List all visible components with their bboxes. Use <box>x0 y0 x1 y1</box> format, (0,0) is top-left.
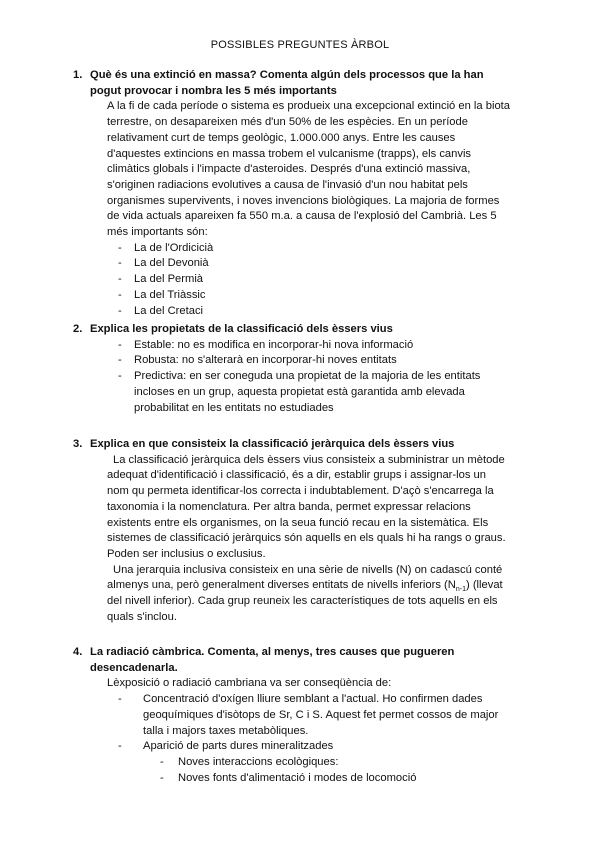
list-item-text: Predictiva: en ser coneguda una propietat de la majoria de les entitats incloses en un grup, aquesta propietat està garantida amb elevada probabilitat en les entitats no estudiades <box>134 370 481 414</box>
list-item <box>144 755 510 771</box>
causes-list <box>104 692 510 755</box>
question-3-title: Explica en que consisteix la classificació jeràrquica dels èssers vius <box>90 438 455 450</box>
extinctions-list <box>107 241 510 320</box>
list-item <box>107 369 510 416</box>
question-1-title: Què és una extinció en massa? Comenta algún dels processos que la han pogut provocar i nombra les 5 més importants <box>90 69 484 97</box>
question-4-intro: Lèxposició o radiació cambriana va ser conseqüència de: <box>107 677 392 690</box>
question-1 <box>73 68 511 319</box>
list-item-text: La del Permià <box>134 273 204 286</box>
question-3-paragraph-2 <box>107 563 510 626</box>
page-title: POSSIBLES PREGUNTES ÀRBOL <box>210 39 390 51</box>
list-item <box>104 692 510 739</box>
list-item-text: Noves interaccions ecològiques: <box>178 755 339 768</box>
question-1-heading <box>73 68 510 99</box>
list-item <box>107 272 510 288</box>
question-3-paragraph-1: La classificació jeràrquica dels èssers vius consisteix a subministrar un mètode adequat d'identificació i classificació, és a dir, establir grups i assignar-los un nom qu permeta identificar-los correcta i indubtablement. D'açò s'encarrega la taxonomia i la nomenclatura. Per altra banda, permet expressar relacions existents entre els organismes, on la seua funció recau en la sistemàtica. Els sistemes de classificació jeràrquics són aquells en els quals hi ha rangs o graus. Poden ser inclusius o exclusius. <box>107 453 506 560</box>
list-item-text: Noves fonts d'alimentació i modes de locomoció <box>178 771 417 784</box>
dash-bullet: - <box>118 740 122 753</box>
question-number: 3. <box>73 438 83 450</box>
list-item <box>107 353 510 369</box>
dash-bullet: - <box>118 273 122 286</box>
list-item <box>107 256 510 272</box>
question-1-answer: A la fi de cada període o sistema es produeix una excepcional extinció en la biota terrestre, on desapareixen més d'un 50% de les espècies. En un període relativament curt de temps geològic, 1.000.000 anys. Entre les causes d'aquestes extincions en massa trobem el vulcanisme (trapps), els canvis climàtics globals i l'impacte d'asteroides. Després d'una extinció massiva, s'originen radiacions evolutives a causa de l'invasió d'un nou habitat pels organismes supervivents, i noves invencions biològiques. La majoria de formes de vida actuals apareixen fa 550 m.a. a causa de l'explosió del Cambrià. Les 5 més importants són: <box>107 100 511 239</box>
list-item-text: Estable: no es modifica en incorporar-hi nova informació <box>134 338 414 351</box>
list-item-text: La del Cretaci <box>134 304 204 317</box>
causes-sublist <box>144 755 510 786</box>
dash-bullet: - <box>118 241 122 254</box>
question-number: 2. <box>73 323 83 335</box>
question-2-title: Explica les propietats de la classificació dels èssers vius <box>90 323 393 335</box>
question-2-heading <box>73 322 510 338</box>
dash-bullet: - <box>118 354 122 367</box>
question-3-heading <box>73 437 510 453</box>
properties-list <box>107 338 510 417</box>
question-4 <box>73 645 510 786</box>
dash-bullet: - <box>118 338 122 351</box>
dash-bullet: - <box>160 755 164 768</box>
question-4-heading <box>73 645 510 676</box>
list-item-text: La de l'Ordicicià <box>134 241 214 254</box>
list-item <box>107 338 510 354</box>
dash-bullet: - <box>118 304 122 317</box>
dash-bullet: - <box>118 370 122 383</box>
paragraph-text: ) (llevat del nivell inferior). Cada grup reuneix les característiques de tots aquells en els quals s'inclou. <box>107 579 503 623</box>
list-item <box>144 771 510 787</box>
subscript: n-1 <box>455 586 466 594</box>
list-item <box>107 288 510 304</box>
dash-bullet: - <box>118 288 122 301</box>
question-4-title: La radiació càmbrica. Comenta, al menys, tres causes que pugueren desencadenarla. <box>90 646 455 674</box>
paragraph-text: Una jerarquia inclusiva consisteix en una sèrie de nivells (N) on cadascú conté almenys una, però generalment diverses entitats de nivells inferiors (N <box>107 563 503 592</box>
list-item-text: Robusta: no s'alterarà en incorporar-hi noves entitats <box>134 354 397 367</box>
question-3 <box>73 437 510 625</box>
list-item <box>107 304 510 320</box>
list-item-text: La del Triàssic <box>134 288 206 301</box>
list-item <box>107 241 510 257</box>
question-number: 4. <box>73 646 83 658</box>
list-item-text: Concentració d'oxígen lliure semblant a l'actual. Ho confirmen dades geoquímiques d'isòtops de Sr, C i S. Aquest fet permet cossos de major talla i majors taxes metabòliques. <box>143 693 499 737</box>
list-item-text: La del Devonià <box>134 257 209 270</box>
question-number: 1. <box>73 69 83 81</box>
list-item-text: Aparició de parts dures mineralitzades <box>143 740 334 753</box>
dash-bullet: - <box>118 693 122 706</box>
question-2 <box>73 322 510 416</box>
dash-bullet: - <box>160 771 164 784</box>
dash-bullet: - <box>118 257 122 270</box>
list-item <box>104 739 510 755</box>
